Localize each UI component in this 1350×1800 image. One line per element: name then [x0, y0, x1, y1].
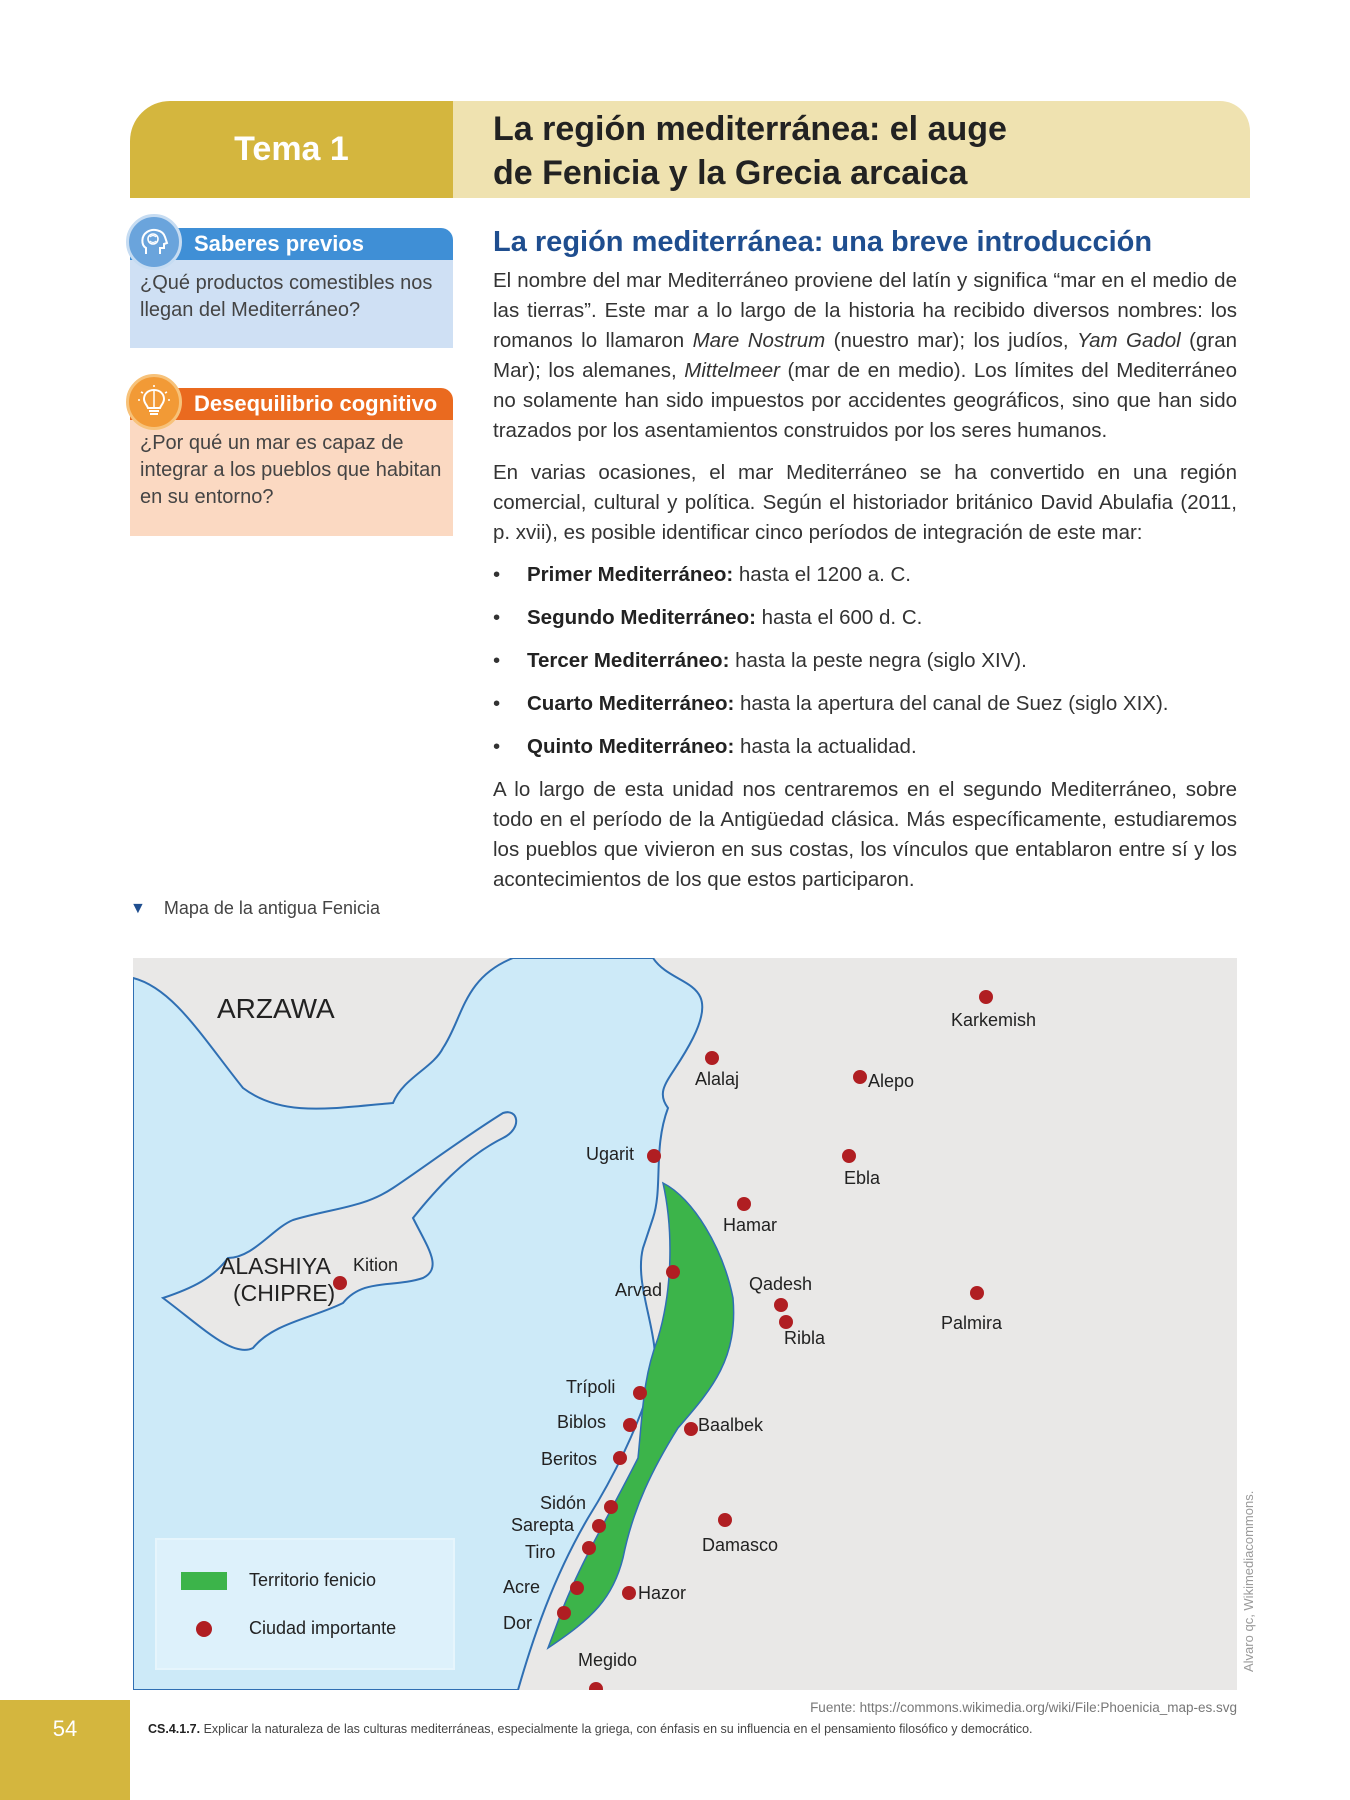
saberes-previos-question: ¿Qué productos comestibles nos llegan del Mediterráneo? [130, 260, 453, 348]
period-desc: hasta el 1200 a. C. [733, 563, 911, 586]
city-label: Arvad [615, 1280, 663, 1300]
legend-item-city [181, 1618, 396, 1639]
lightbulb-brain-icon [126, 374, 182, 430]
city-label: Hamar [723, 1215, 778, 1235]
standard-code: CS.4.1.7. [148, 1722, 201, 1736]
city-label: Acre [503, 1577, 541, 1597]
chapter-title [453, 101, 1250, 198]
period-term: Quinto Mediterráneo: [527, 735, 735, 758]
desequilibrio-cognitivo-question: ¿Por qué un mar es capaz de integrar a los pueblos que habitan en su entorno? [130, 420, 453, 536]
list-item [493, 646, 1237, 676]
saberes-previos-box [130, 228, 453, 348]
red-dot-icon [196, 1621, 212, 1637]
city-label: Trípoli [566, 1377, 616, 1397]
text-span: El nombre del mar Mediterráneo proviene del latín y significa “mar en el medio de las tierras”. Este mar a lo largo de la historia ha recibido diversos nombres: los romanos lo llamaron [493, 269, 1237, 352]
list-item [493, 732, 1237, 762]
map-caption [130, 898, 380, 919]
section-title: La región mediterránea: una breve introducción [493, 226, 1153, 258]
city-label: Megido [578, 1650, 638, 1670]
main-content [493, 222, 1237, 907]
text-span: (mar de en medio). Los límites del Mediterráneo no solamente han sido impuestos por accidentes geográficos, sino que han sido trazados por los asentamientos construidos por los seres humanos. [493, 359, 1237, 442]
text-span: (gran Mar); los alemanes, [493, 329, 1237, 382]
paragraph-abulafia: En varias ocasiones, el mar Mediterráneo se ha convertido en una región comercial, cultural y política. Según el historiador británico David Abulafia (2011, p. xvii), es posible identificar cinco períodos de integración de este mar: [493, 461, 1237, 544]
page-number: 54 [52, 1716, 78, 1741]
city-label: Kition [353, 1255, 399, 1275]
desequilibrio-cognitivo-title: Desequilibrio cognitivo [194, 391, 438, 416]
period-term: Cuarto Mediterráneo: [527, 692, 735, 715]
saberes-previos-header [130, 228, 453, 260]
desequilibrio-cognitivo-header [130, 388, 453, 420]
list-item [493, 603, 1237, 633]
period-term: Primer Mediterráneo: [527, 563, 734, 586]
text-span: (nuestro mar); los judíos, [825, 329, 1077, 352]
bullet-icon: • [493, 692, 501, 715]
bullet-icon: • [493, 606, 501, 629]
city-label: Alalaj [695, 1069, 740, 1089]
chapter-header [130, 101, 1250, 198]
period-term: Segundo Mediterráneo: [527, 606, 756, 629]
city-label: Damasco [702, 1535, 779, 1555]
tema-label: Tema 1 [130, 101, 453, 198]
list-item [493, 689, 1237, 719]
city-label: Sidón [540, 1493, 587, 1513]
legend-label: Territorio fenicio [249, 1570, 377, 1590]
brain-head-icon [126, 214, 182, 270]
region-label-alashiya: ALASHIYA [220, 1253, 331, 1279]
phoenicia-map [133, 958, 1237, 1690]
city-label: Hazor [638, 1583, 687, 1603]
italic-term: Mittelmeer [684, 359, 780, 382]
city-label: Alepo [868, 1071, 915, 1091]
map-legend [155, 1538, 455, 1670]
city-label: Ebla [844, 1168, 881, 1188]
paragraph-intro [493, 266, 1237, 446]
city-label: Baalbek [698, 1415, 764, 1435]
bullet-icon: • [493, 563, 501, 586]
curriculum-standard [148, 1722, 1033, 1736]
city-label: Karkemish [951, 1010, 1037, 1030]
city-label: Qadesh [749, 1274, 813, 1294]
city-label: Ugarit [586, 1144, 635, 1164]
map-caption-text: Mapa de la antigua Fenicia [163, 898, 380, 918]
period-desc: hasta la actualidad. [734, 735, 917, 758]
legend-label: Ciudad importante [249, 1618, 397, 1638]
map-source: Fuente: https://commons.wikimedia.org/wiki/File:Phoenicia_map-es.svg [810, 1700, 1237, 1715]
saberes-previos-title: Saberes previos [194, 231, 364, 256]
italic-term: Mare Nostrum [692, 329, 826, 352]
period-desc: hasta la peste negra (siglo XIV). [729, 649, 1027, 672]
region-label-chipre: (CHIPRE) [233, 1280, 336, 1306]
city-label: Ribla [784, 1328, 826, 1348]
bullet-icon: • [493, 649, 501, 672]
periods-list [493, 560, 1237, 762]
period-desc: hasta el 600 d. C. [755, 606, 923, 629]
city-label: Sarepta [511, 1515, 575, 1535]
triangle-down-icon: ▼ [130, 899, 146, 917]
legend-item-territory [181, 1570, 376, 1591]
italic-term: Yam Gadol [1076, 329, 1181, 352]
paragraph-unit-focus: A lo largo de esta unidad nos centraremos en el segundo Mediterráneo, sobre todo en el período de la Antigüedad clásica. Más específicamente, estudiaremos los pueblos que vivieron en sus costas, los vínculos que entablaron entre sí y los acontecimientos de los que estos participaron. [493, 778, 1237, 891]
city-label: Beritos [541, 1449, 598, 1469]
period-term: Tercer Mediterráneo: [527, 649, 730, 672]
city-label: Biblos [557, 1412, 607, 1432]
green-swatch-icon [181, 1572, 227, 1590]
desequilibrio-cognitivo-box [130, 388, 453, 536]
standard-text: Explicar la naturaleza de las culturas mediterráneas, especialmente la griega, con énfasis en su influencia en el pensamiento filosófico y democrático. [200, 1722, 1033, 1736]
image-credit: Alvaro qc, Wikimediacommons. [1241, 1490, 1256, 1672]
city-label: Palmira [941, 1313, 1003, 1333]
city-label: Dor [503, 1613, 533, 1633]
city-label: Tiro [525, 1542, 556, 1562]
chapter-title-line1: La región mediterránea: el auge [493, 110, 1007, 148]
footer-bar [0, 1700, 130, 1800]
bullet-icon: • [493, 735, 501, 758]
region-label-arzawa: ARZAWA [217, 993, 335, 1024]
chapter-title-line2: de Fenicia y la Grecia arcaica [493, 154, 968, 192]
period-desc: hasta la apertura del canal de Suez (siglo XIX). [734, 692, 1169, 715]
list-item [493, 560, 1237, 590]
